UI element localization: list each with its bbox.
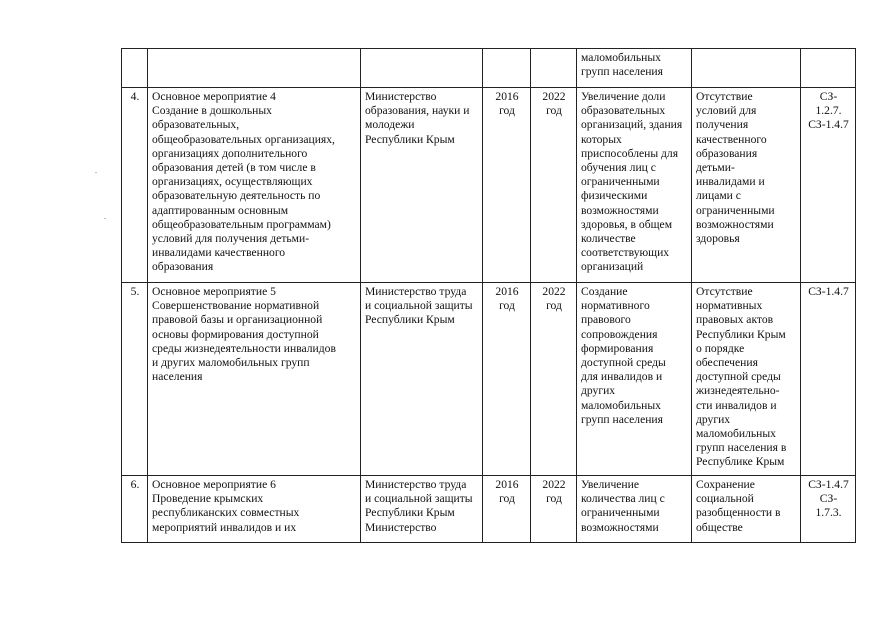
start-year-cell: 2016 год bbox=[483, 476, 531, 543]
table-row bbox=[122, 88, 856, 283]
table-row bbox=[122, 476, 856, 543]
row-number: 6. bbox=[122, 476, 148, 543]
result-cell: Увеличение количества лиц с ограниченными возможностями bbox=[577, 476, 692, 543]
row-number: 5. bbox=[122, 283, 148, 476]
executor-cell: Министерство образования, науки и молодежи Республики Крым bbox=[361, 88, 483, 283]
table-row bbox=[122, 283, 856, 476]
start-year-cell: 2016 год bbox=[483, 283, 531, 476]
event-cell bbox=[148, 49, 361, 88]
event-cell: Основное мероприятие 6 Проведение крымских республиканских совместных мероприятий инвалидов и их bbox=[148, 476, 361, 543]
consequence-cell bbox=[692, 49, 801, 88]
start-year-cell bbox=[483, 49, 531, 88]
scan-speck bbox=[95, 172, 97, 173]
consequence-cell: Отсутствие условий для получения качественного образования детьми- инвалидами и лицами с ограниченными возможностями здоровья bbox=[692, 88, 801, 283]
consequence-cell: Отсутствие нормативных правовых актов Республики Крым о порядке обеспечения доступной среды жизнедеятельно- сти инвалидов и других маломобильных групп населения в Республике Крым bbox=[692, 283, 801, 476]
end-year-cell: 2022 год bbox=[531, 88, 577, 283]
result-cell: Создание нормативного правового сопровождения формирования доступной среды для инвалидов и других маломобильных групп населения bbox=[577, 283, 692, 476]
row-number bbox=[122, 49, 148, 88]
event-cell: Основное мероприятие 5 Совершенствование нормативной правовой базы и организационной основы формирования доступной среды жизнедеятельности инвалидов и других маломобильных групп населения bbox=[148, 283, 361, 476]
table-row bbox=[122, 49, 856, 88]
consequence-cell: Сохранение социальной разобщенности в обществе bbox=[692, 476, 801, 543]
scan-speck bbox=[104, 218, 106, 219]
executor-cell: Министерство труда и социальной защиты Республики Крым Министерство bbox=[361, 476, 483, 543]
end-year-cell: 2022 год bbox=[531, 476, 577, 543]
result-cell: маломобильных групп населения bbox=[577, 49, 692, 88]
link-cell bbox=[801, 49, 856, 88]
link-cell: СЗ-1.4.7 СЗ- 1.7.3. bbox=[801, 476, 856, 543]
result-cell: Увеличение доли образовательных организаций, здания которых приспособлены для обучения лиц с ограниченными физическими возможностями здоровья, в общем количестве соответствующих организаций bbox=[577, 88, 692, 283]
start-year-cell: 2016 год bbox=[483, 88, 531, 283]
executor-cell bbox=[361, 49, 483, 88]
link-cell: СЗ-1.4.7 bbox=[801, 283, 856, 476]
link-cell: СЗ- 1.2.7. СЗ-1.4.7 bbox=[801, 88, 856, 283]
end-year-cell: 2022 год bbox=[531, 283, 577, 476]
end-year-cell bbox=[531, 49, 577, 88]
event-cell: Основное мероприятие 4 Создание в дошкольных образовательных, общеобразовательных организациях, организациях дополнительного образования детей (в том числе в организациях, осуществляющих образовательную деятельность по адаптированным основным общеобразовательным программам) условий для получения детьми- инвалидами качественного образования bbox=[148, 88, 361, 283]
row-number: 4. bbox=[122, 88, 148, 283]
measures-table bbox=[121, 48, 856, 543]
executor-cell: Министерство труда и социальной защиты Республики Крым bbox=[361, 283, 483, 476]
